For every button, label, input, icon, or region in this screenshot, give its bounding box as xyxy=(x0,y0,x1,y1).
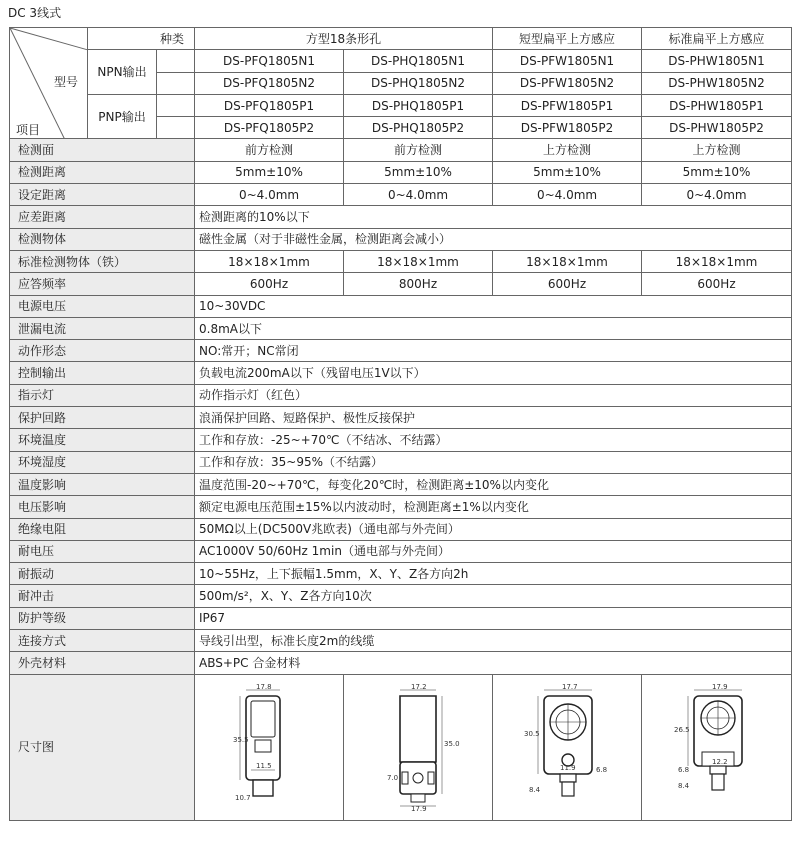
header-species-label: 种类 xyxy=(88,28,195,50)
spec-value: 温度范围-20~+70℃，每变化20℃时，检测距离±10%以内变化 xyxy=(195,473,792,495)
group-standard-flat: 标准扁平上方感应 xyxy=(642,28,792,50)
spec-row xyxy=(10,540,792,562)
sensor-drawing-short-flat xyxy=(522,682,612,812)
spec-label: 泄漏电流 xyxy=(10,317,195,339)
sensor-drawing-square-front xyxy=(234,682,304,812)
sensor-drawing-square-side xyxy=(378,682,458,812)
spec-label: 环境湿度 xyxy=(10,451,195,473)
spec-row xyxy=(10,184,792,206)
spec-label: 应答频率 xyxy=(10,273,195,295)
dim-text: 17.2 xyxy=(411,683,427,692)
model-cell: DS-PHQ1805P2 xyxy=(344,117,493,139)
spec-row xyxy=(10,340,792,362)
model-cell: DS-PFQ1805N2 xyxy=(195,72,344,94)
spec-value: 18×18×1mm xyxy=(642,250,792,272)
spec-label: 耐冲击 xyxy=(10,585,195,607)
spec-value: 0~4.0mm xyxy=(344,184,493,206)
spec-row xyxy=(10,451,792,473)
spec-row xyxy=(10,429,792,451)
spec-value: 50MΩ以上(DC500V兆欧表)（通电部与外壳间） xyxy=(195,518,792,540)
dim-text: 8.4 xyxy=(529,786,541,795)
model-cell: DS-PHQ1805N1 xyxy=(344,50,493,72)
spec-row xyxy=(10,317,792,339)
spec-value: 5mm±10% xyxy=(344,161,493,183)
spec-value: 前方检测 xyxy=(344,139,493,161)
dim-text: 30.5 xyxy=(524,730,540,739)
header-row-species xyxy=(10,28,792,50)
spec-value: 5mm±10% xyxy=(642,161,792,183)
header-model-label: 型号 xyxy=(54,75,79,89)
spec-label: 动作形态 xyxy=(10,340,195,362)
dim-text: 10.7 xyxy=(235,794,251,803)
spec-value: 上方检测 xyxy=(642,139,792,161)
spec-row xyxy=(10,630,792,652)
group-short-flat: 短型扁平上方感应 xyxy=(493,28,642,50)
spec-label: 保护回路 xyxy=(10,407,195,429)
dim-text: 26.5 xyxy=(673,726,690,735)
spec-row xyxy=(10,161,792,183)
spec-row xyxy=(10,206,792,228)
spec-label: 温度影响 xyxy=(10,473,195,495)
spec-row xyxy=(10,273,792,295)
dimension-drawing-pfw xyxy=(493,674,642,820)
dim-text: 6.8 xyxy=(596,766,608,775)
dim-text: 17.7 xyxy=(562,683,578,692)
spec-value: 5mm±10% xyxy=(195,161,344,183)
dimension-drawing-phw xyxy=(642,674,792,820)
spec-value: 上方检测 xyxy=(493,139,642,161)
spec-label: 耐电压 xyxy=(10,540,195,562)
spec-row xyxy=(10,139,792,161)
spec-value: 前方检测 xyxy=(195,139,344,161)
spec-label: 电源电压 xyxy=(10,295,195,317)
spec-row xyxy=(10,607,792,629)
spec-value: 检测距离的10%以下 xyxy=(195,206,792,228)
spec-value: 18×18×1mm xyxy=(493,250,642,272)
spec-value: NO:常开；NC常闭 xyxy=(195,340,792,362)
model-cell: DS-PHQ1805N2 xyxy=(344,72,493,94)
spec-value: 600Hz xyxy=(195,273,344,295)
spec-label: 外壳材料 xyxy=(10,652,195,674)
spec-value: 0~4.0mm xyxy=(195,184,344,206)
spec-row xyxy=(10,585,792,607)
spec-table xyxy=(9,27,792,821)
model-cell: DS-PHQ1805P1 xyxy=(344,94,493,116)
spec-row xyxy=(10,384,792,406)
spec-row xyxy=(10,362,792,384)
model-cell: DS-PHW1805N1 xyxy=(642,50,792,72)
spec-label: 检测面 xyxy=(10,139,195,161)
model-cell: DS-PFW1805P1 xyxy=(493,94,642,116)
model-cell: DS-PFQ1805N1 xyxy=(195,50,344,72)
spec-value: 10~30VDC xyxy=(195,295,792,317)
spec-value: 工作和存放：35~95%（不结露） xyxy=(195,451,792,473)
header-corner xyxy=(10,28,88,139)
spec-value: 动作指示灯（红色） xyxy=(195,384,792,406)
dim-text: 35.0 xyxy=(444,740,460,749)
dim-text: 17.9 xyxy=(411,805,427,814)
spec-value: 额定电源电压范围±15%以内波动时，检测距离±1%以内变化 xyxy=(195,496,792,518)
dimension-row xyxy=(10,674,792,820)
group-square: 方型18条形孔 xyxy=(195,28,493,50)
dim-text: 35.5 xyxy=(233,736,249,745)
model-row xyxy=(10,50,792,72)
spec-row xyxy=(10,496,792,518)
spec-value: 负载电流200mA以下（残留电压1V以下） xyxy=(195,362,792,384)
pnp-label: PNP输出 xyxy=(88,94,157,139)
dim-text: 8.4 xyxy=(677,782,689,791)
model-cell: DS-PFQ1805P1 xyxy=(195,94,344,116)
spec-label: 应差距离 xyxy=(10,206,195,228)
spec-value: 工作和存放：-25~+70℃（不结冰、不结露） xyxy=(195,429,792,451)
model-cell: DS-PFW1805N2 xyxy=(493,72,642,94)
dim-text: 11.5 xyxy=(256,762,272,771)
spec-value: 0.8mA以下 xyxy=(195,317,792,339)
spec-row xyxy=(10,518,792,540)
spec-value: ABS+PC 合金材料 xyxy=(195,652,792,674)
sensor-drawing-standard-flat xyxy=(672,682,762,812)
spec-label: 耐振动 xyxy=(10,563,195,585)
dimension-drawing-phq xyxy=(344,674,493,820)
spec-label: 电压影响 xyxy=(10,496,195,518)
spec-label: 连接方式 xyxy=(10,630,195,652)
model-row xyxy=(10,94,792,116)
spec-row xyxy=(10,295,792,317)
spec-label: 防护等级 xyxy=(10,607,195,629)
spec-value: IP67 xyxy=(195,607,792,629)
spec-value: 浪涌保护回路、短路保护、极性反接保护 xyxy=(195,407,792,429)
dim-text: 6.8 xyxy=(677,766,689,775)
spec-value: 600Hz xyxy=(642,273,792,295)
spec-value: 18×18×1mm xyxy=(195,250,344,272)
spec-label: 环境温度 xyxy=(10,429,195,451)
dimension-drawing-pfq xyxy=(195,674,344,820)
model-cell: DS-PFW1805P2 xyxy=(493,117,642,139)
page-title: DC 3线式 xyxy=(8,6,62,20)
spec-value: AC1000V 50/60Hz 1min（通电部与外壳间） xyxy=(195,540,792,562)
model-cell: DS-PHW1805P1 xyxy=(642,94,792,116)
spec-value: 0~4.0mm xyxy=(642,184,792,206)
dim-text: 12.2 xyxy=(711,758,728,767)
spec-value: 磁性金属（对于非磁性金属，检测距离会减小） xyxy=(195,228,792,250)
spec-row xyxy=(10,652,792,674)
spec-value: 导线引出型，标准长度2m的线缆 xyxy=(195,630,792,652)
spec-row xyxy=(10,250,792,272)
spec-label: 控制输出 xyxy=(10,362,195,384)
spec-value: 5mm±10% xyxy=(493,161,642,183)
spec-label: 绝缘电阻 xyxy=(10,518,195,540)
spec-value: 500m/s²，X、Y、Z各方向10次 xyxy=(195,585,792,607)
spec-value: 0~4.0mm xyxy=(493,184,642,206)
dim-text: 17.9 xyxy=(711,683,728,692)
spec-row xyxy=(10,563,792,585)
model-cell: DS-PHW1805N2 xyxy=(642,72,792,94)
spec-row xyxy=(10,407,792,429)
model-cell: DS-PFQ1805P2 xyxy=(195,117,344,139)
spec-value: 18×18×1mm xyxy=(344,250,493,272)
spec-row xyxy=(10,473,792,495)
model-cell: DS-PHW1805P2 xyxy=(642,117,792,139)
dim-text: 17.8 xyxy=(256,683,272,692)
spec-label: 设定距离 xyxy=(10,184,195,206)
header-item-label: 项目 xyxy=(16,123,41,137)
spec-value: 600Hz xyxy=(493,273,642,295)
dimension-label: 尺寸图 xyxy=(10,674,195,820)
spec-label: 检测距离 xyxy=(10,161,195,183)
dim-text: 7.0 xyxy=(387,774,399,783)
spec-label: 检测物体 xyxy=(10,228,195,250)
spec-label: 标准检测物体（铁） xyxy=(10,250,195,272)
spec-label: 指示灯 xyxy=(10,384,195,406)
model-cell: DS-PFW1805N1 xyxy=(493,50,642,72)
npn-label: NPN输出 xyxy=(88,50,157,95)
spec-value: 800Hz xyxy=(344,273,493,295)
spec-value: 10~55Hz，上下振幅1.5mm，X、Y、Z各方向2h xyxy=(195,563,792,585)
dim-text: 11.9 xyxy=(560,764,576,773)
spec-row xyxy=(10,228,792,250)
